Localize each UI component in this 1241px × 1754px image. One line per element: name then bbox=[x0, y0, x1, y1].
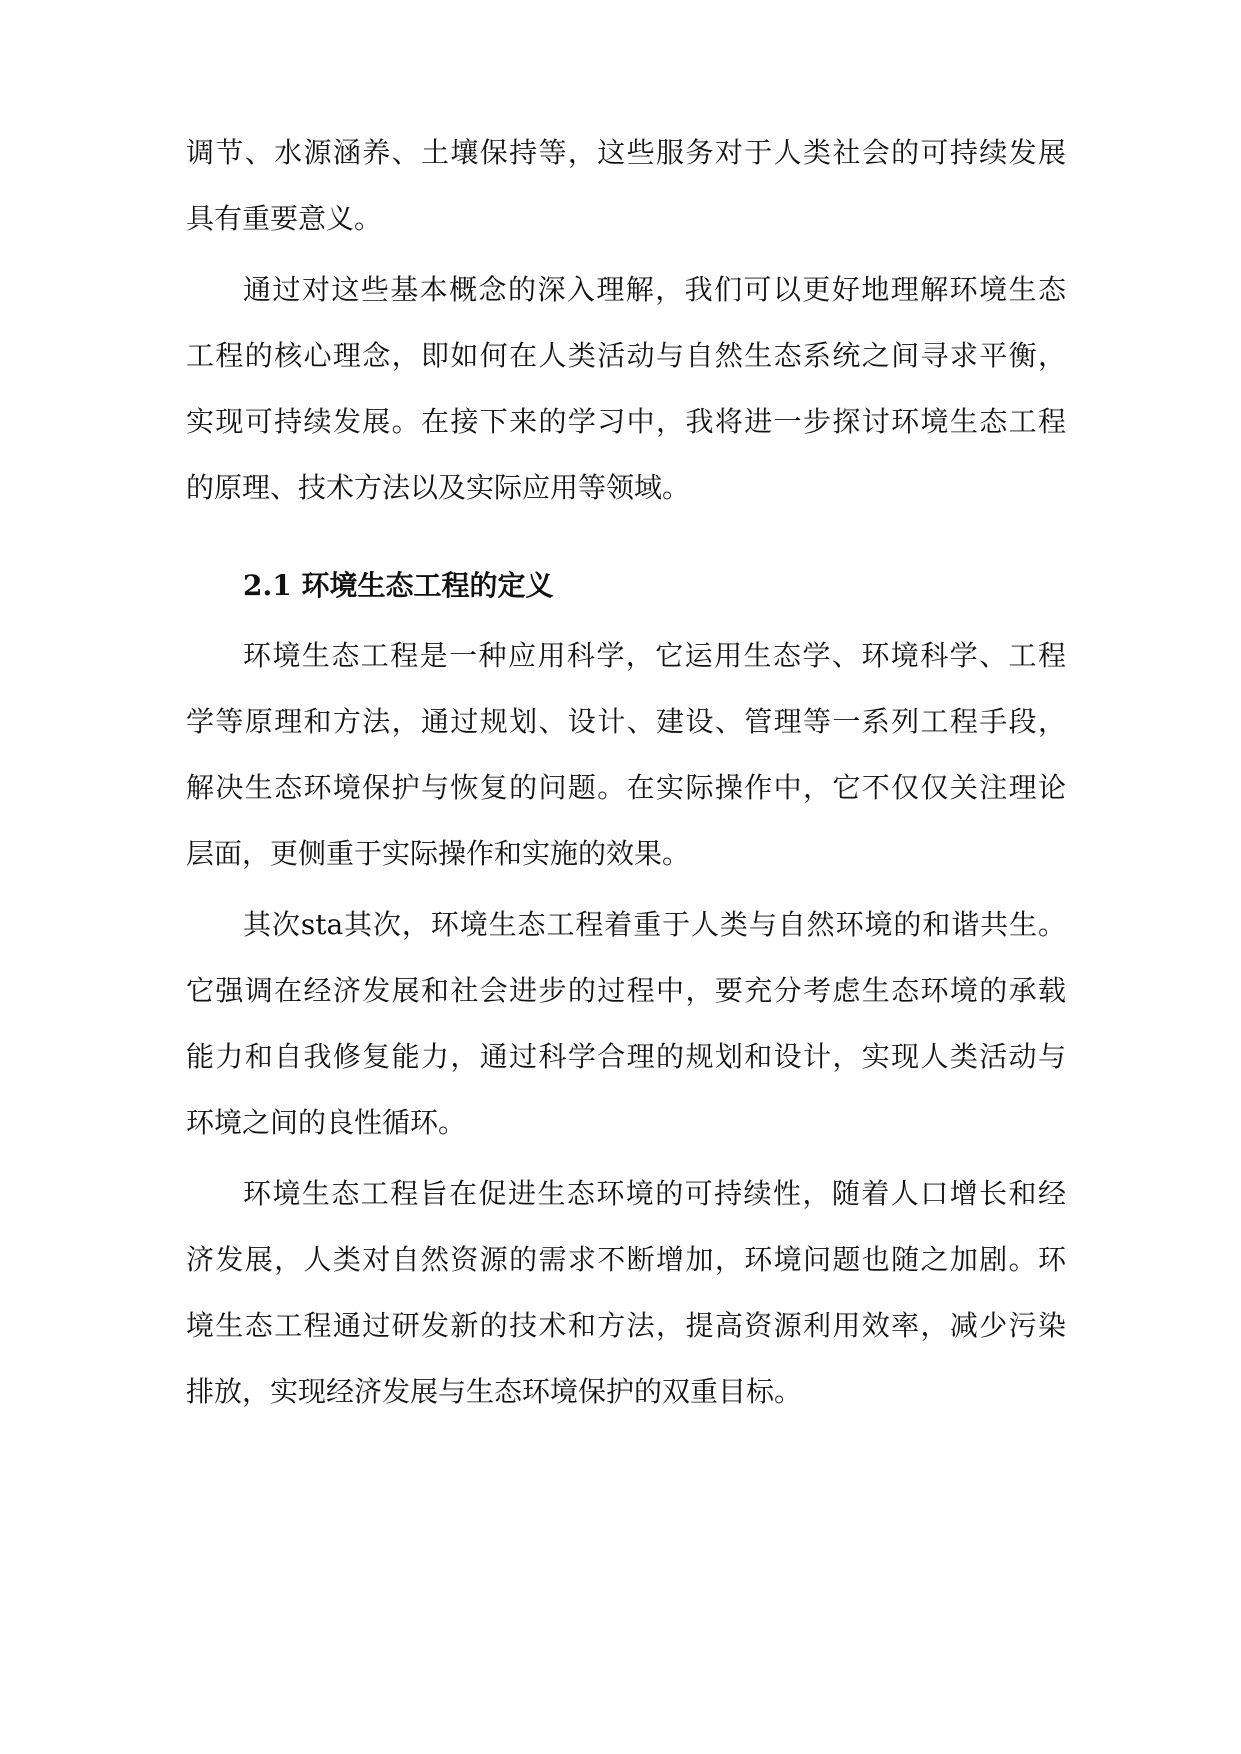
section-heading: 2.1 环境生态工程的定义 bbox=[243, 569, 554, 602]
text-line: 环境之间的良性循环。 bbox=[186, 1106, 467, 1139]
text-line: 学等原理和方法，通过规划、设计、建设、管理等一系列工程手段， bbox=[186, 705, 1066, 738]
text-line: 工程的核心理念，即如何在人类活动与自然生态系统之间寻求平衡， bbox=[186, 339, 1066, 372]
text-line: 济发展，人类对自然资源的需求不断增加，环境问题也随之加剧。环 bbox=[186, 1243, 1066, 1276]
text-line: 的原理、技术方法以及实际应用等领域。 bbox=[186, 471, 691, 504]
text-line: 解决生态环境保护与恢复的问题。在实际操作中，它不仅仅关注理论 bbox=[186, 771, 1066, 804]
text-line: 它强调在经济发展和社会进步的过程中，要充分考虑生态环境的承载 bbox=[186, 974, 1066, 1007]
text-line: 具有重要意义。 bbox=[186, 202, 383, 235]
text-line: 环境生态工程旨在促进生态环境的可持续性，随着人口增长和经 bbox=[243, 1177, 1066, 1210]
text-line: 能力和自我修复能力，通过科学合理的规划和设计，实现人类活动与 bbox=[186, 1040, 1066, 1073]
text-line: 其次sta其次，环境生态工程着重于人类与自然环境的和谐共生。 bbox=[243, 908, 1066, 941]
text-line: 通过对这些基本概念的深入理解，我们可以更好地理解环境生态 bbox=[243, 273, 1066, 306]
text-line: 环境生态工程是一种应用科学，它运用生态学、环境科学、工程 bbox=[243, 639, 1066, 672]
text-line: 实现可持续发展。在接下来的学习中，我将进一步探讨环境生态工程 bbox=[186, 405, 1066, 438]
text-line: 境生态工程通过研发新的技术和方法，提高资源利用效率，减少污染 bbox=[186, 1309, 1066, 1342]
text-line: 调节、水源涵养、土壤保持等，这些服务对于人类社会的可持续发展 bbox=[186, 136, 1066, 169]
text-line: 排放，实现经济发展与生态环境保护的双重目标。 bbox=[186, 1375, 803, 1408]
text-line: 层面，更侧重于实际操作和实施的效果。 bbox=[186, 837, 691, 870]
